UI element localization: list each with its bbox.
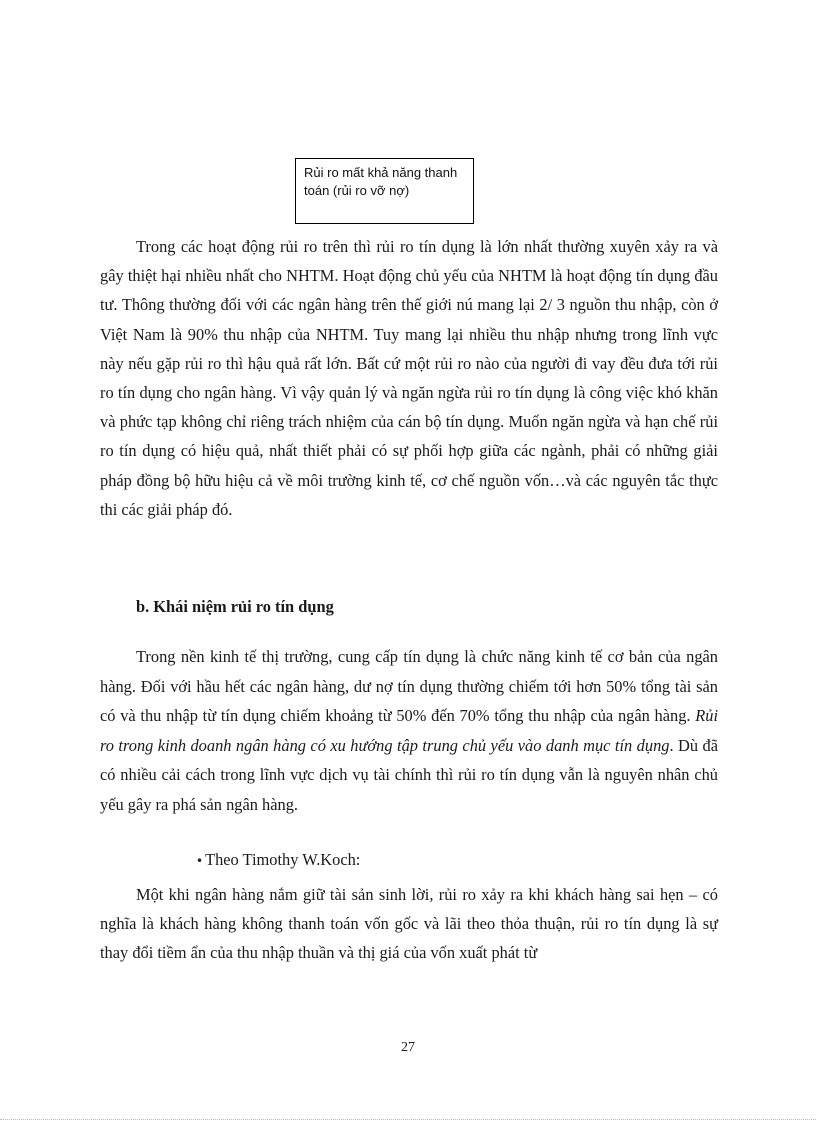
paragraph2-text-after: . Dù đã có nhiều cải cách trong lĩnh vực dịch vụ tài chính thì rủi ro tín dụng vẫn là nguyên nhân chủ yếu gây ra phá sản ngân hàng.: [100, 735, 718, 814]
page-bottom-divider: [0, 1119, 816, 1120]
risk-type-box-text: Rủi ro mất khả năng thanh toán (rủi ro vỡ nợ): [304, 165, 458, 198]
bullet-text: Theo Timothy W.Koch:: [205, 850, 361, 869]
bullet-icon: •: [196, 854, 204, 868]
paragraph-credit-risk-concept: [100, 642, 718, 819]
section-heading: b. Khái niệm rủi ro tín dụng: [136, 597, 334, 616]
paragraph-credit-risk-overview: Trong các hoạt động rủi ro trên thì rủi ro tín dụng là lớn nhất thường xuyên xảy ra và gây thiệt hại nhiều nhất cho NHTM. Hoạt động chủ yếu của NHTM là hoạt động tín dụng đầu tư. Thông thường đối với các ngân hàng trên thế giới nú mang lại 2/ 3 nguồn thu nhập, còn ở Việt Nam là 90% thu nhập của NHTM. Tuy mang lại nhiều thu nhập nhưng trong lĩnh vực này nếu gặp rủi ro thì hậu quả rất lớn. Bất cứ một rủi ro nào của người đi vay đều đưa tới rủi ro tín dụng cho ngân hàng. Vì vậy quản lý và ngăn ngừa rủi ro tín dụng là công việc khó khăn và phức tạp không chỉ riêng trách nhiệm của cán bộ tín dụng. Muốn ngăn ngừa và hạn chế rủi ro tín dụng có hiệu quả, nhất thiết phải có sự phối hợp giữa các ngành, phải có những giải pháp đồng bộ hữu hiệu cả về môi trường kinh tế, cơ chế nguồn vốn…và các nguyên tắc thực thi các giải pháp đó.: [100, 237, 718, 519]
risk-type-box: [295, 158, 474, 224]
paragraph-koch-definition: Một khi ngân hàng nắm giữ tài sản sinh lời, rủi ro xảy ra khi khách hàng sai hẹn – có nghĩa là khách hàng không thanh toán vốn gốc và lãi theo thỏa thuận, rủi ro tín dụng là sự thay đổi tiềm ẩn của thu nhập thuần và thị giá của vốn xuất phát từ: [100, 885, 718, 962]
paragraph2-text-before: Trong nền kinh tế thị trường, cung cấp tín dụng là chức năng kinh tế cơ bản của ngân hàng. Đối với hầu hết các ngân hàng, dư nợ tín dụng thường chiếm tới hơn 50% tổng tài sản có và thu nhập từ tín dụng chiếm khoảng từ 50% đến 70% tổng thu nhập của ngân hàng.: [100, 647, 718, 725]
paragraph2-italic-text: Rủi ro trong kinh doanh ngân hàng có xu hướng tập trung chủ yếu vào danh mục tín dụng: [100, 706, 718, 755]
bullet-item: [196, 850, 360, 870]
page-number: 27: [401, 1040, 415, 1055]
